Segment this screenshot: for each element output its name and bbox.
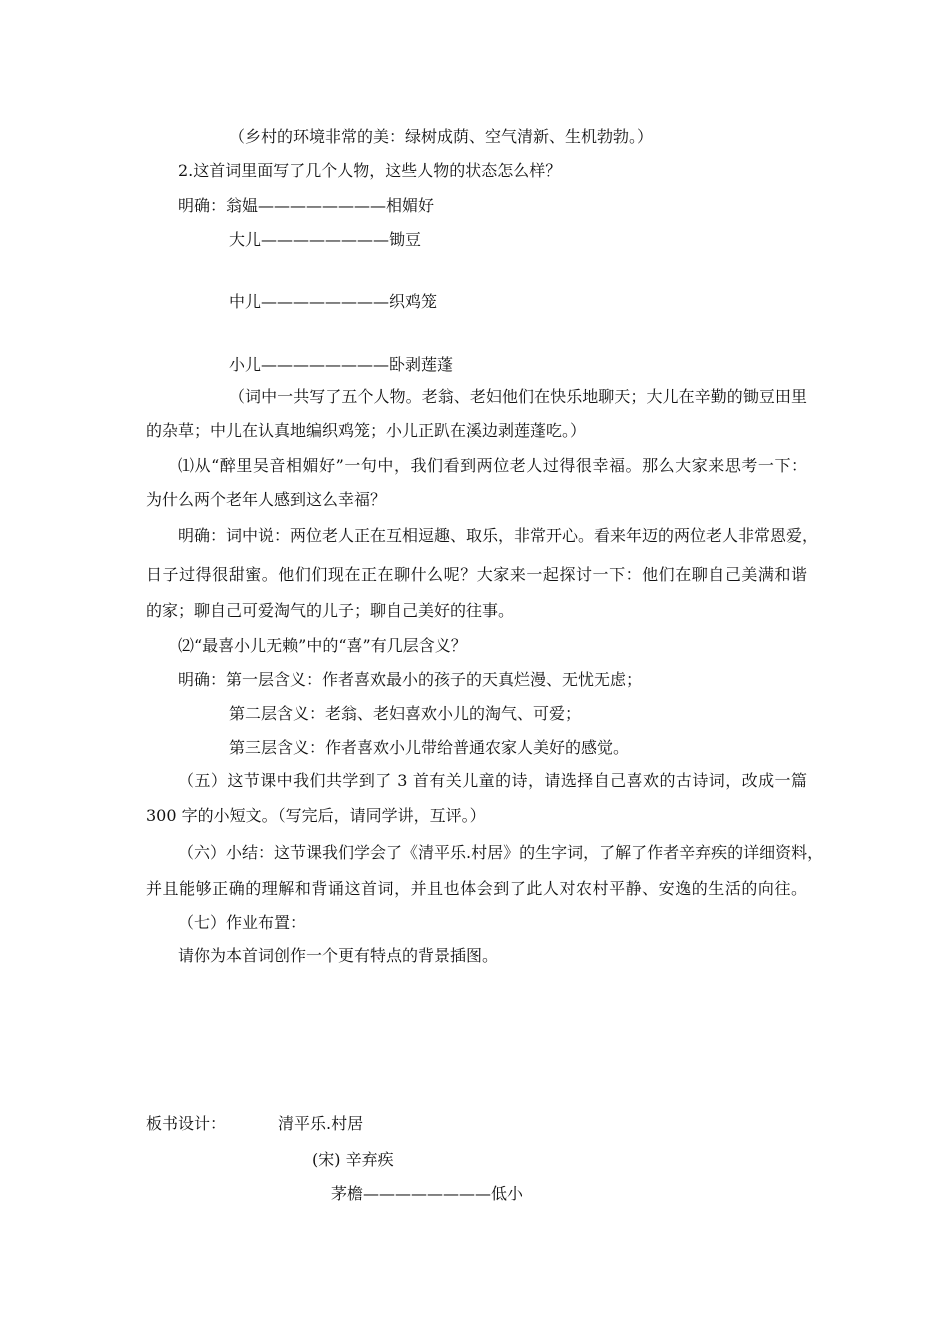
answer-line: 明确：翁媪————————相媚好 [178,196,435,215]
board-title: 清平乐.村居 [278,1114,364,1133]
answer-line: 大儿————————锄豆 [229,230,422,249]
paragraph-line: （乡村的环境非常的美：绿树成荫、空气清新、生机勃勃。） [229,127,654,146]
paragraph-line: 日子过得很甜蜜。他们们现在正在聊什么呢？大家来一起探讨一下：他们在聊自己美满和谐 [146,565,807,584]
answer-line: 小儿————————卧剥莲蓬 [229,355,454,374]
board-author: (宋) 辛弃疾 [312,1150,394,1169]
answer-line: 中儿————————织鸡笼 [229,292,438,311]
answer-line: 第二层含义：老翁、老妇喜欢小儿的淘气、可爱； [229,704,582,723]
answer-line: 第三层含义：作者喜欢小儿带给普通农家人美好的感觉。 [229,738,630,757]
paragraph-line: （六）小结：这节课我们学会了《清平乐.村居》的生字词，了解了作者辛弃疾的详细资料， [178,843,824,862]
paragraph-line: 为什么两个老年人感到这么幸福？ [146,490,387,509]
paragraph-line: 的杂草；中儿在认真地编织鸡笼；小儿正趴在溪边剥莲蓬吃。） [146,421,587,440]
paragraph-line: （词中一共写了五个人物。老翁、老妇他们在快乐地聊天；大儿在辛勤的锄豆田里 [229,387,807,406]
paragraph-line: 300 字的小短文。（写完后，请同学讲，互评。） [146,806,486,825]
section-heading: （七）作业布置： [178,913,307,932]
answer-line: 明确：第一层含义：作者喜欢最小的孩子的天真烂漫、无忧无虑； [178,670,643,689]
board-label: 板书设计： [146,1114,227,1133]
paragraph-line: 的家；聊自己可爱淘气的儿子；聊自己美好的往事。 [146,601,515,620]
question-heading: 2.这首词里面写了几个人物，这些人物的状态怎么样？ [178,161,562,180]
paragraph-line: 请你为本首词创作一个更有特点的背景插图。 [178,946,499,965]
paragraph-line: 明确：词中说：两位老人正在互相逗趣、取乐，非常开心。看来年迈的两位老人非常恩爱， [178,526,819,545]
board-row: 茅檐————————低小 [331,1184,524,1203]
question-heading: ⑵“最喜小儿无赖”中的“喜”有几层含义？ [178,636,467,655]
paragraph-line: 并且能够正确的理解和背诵这首词，并且也体会到了此人对农村平静、安逸的生活的向往。 [146,879,807,898]
paragraph-line: ⑴从“醉里吴音相媚好”一句中，我们看到两位老人过得很幸福。那么大家来思考一下： [178,456,807,475]
paragraph-line: （五）这节课中我们共学到了 3 首有关儿童的诗，请选择自己喜欢的古诗词，改成一篇 [178,771,807,790]
